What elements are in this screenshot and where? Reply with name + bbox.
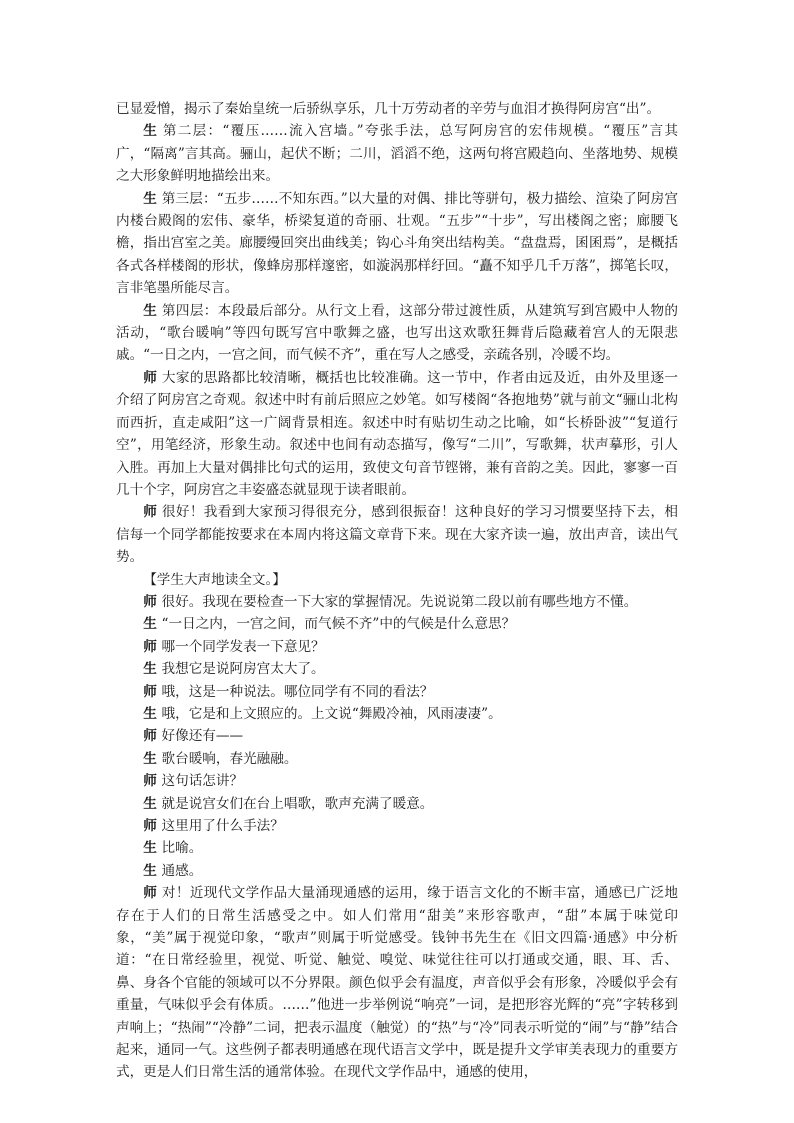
speaker-label: 生 [143,750,157,767]
paragraph-text: 哦，这是一种说法。哪位同学有不同的看法？ [161,683,434,700]
paragraph-text: 好像还有—— [161,728,244,745]
paragraph-text: 我想它是说阿房宫太大了。 [161,661,325,678]
paragraph-text: 这句话怎讲？ [161,773,244,790]
paragraph-0 [116,98,678,120]
speaker-label: 生 [143,616,157,633]
paragraph-text: 很好。我现在要检查一下大家的掌握情况。先说说第二段以前有哪些地方不懂。 [161,593,638,610]
paragraph-text: 第四层：本段最后部分。从行文上看，这部分带过渡性质，从建筑写到宫殿中人物的活动，“歌台暖响”等四句既写宫中歌舞之盛，也写出这欢歌狂舞背后隐藏着宫人的无限悲戚。“一日之内，一宫之间，而气候不齐”，重在写人之感受，亲疏各别，冷暖不均。 [116,302,679,364]
speaker-label: 生 [143,862,157,879]
speaker-label: 师 [143,773,157,790]
paragraph-1 [116,120,678,187]
speaker-label: 生 [143,190,157,207]
paragraph-text: 歌台暖响，春光融融。 [161,750,298,767]
paragraph-text: 第三层：“五步……不知东西。”以大量的对偶、排比等骈句，极力描绘、渲染了阿房宫内楼台殿阁的宏伟、豪华，桥梁复道的奇丽、壮观。“五步”“十步”，写出楼阁之密；廊腰飞檐，指出宫室之美。廊腰缦回突出曲线美；钩心斗角突出结构美。“盘盘焉，囷囷焉”，是概括各式各样楼阁的形状，像蜂房那样邃密，如漩涡那样纡回。“矗不知乎几千万落”，掷笔长叹，言非笔墨所能尽言。 [116,190,678,297]
paragraph-8 [116,613,678,635]
paragraph-text: 对！近现代文学作品大量涌现通感的运用，缘于语言文化的不断丰富，通感已广泛地存在于人们的日常生活感受之中。如人们常用“甜美”来形容歌声，“甜”本属于味觉印象，“美”属于视觉印象，“歌声”则属于听觉感受。钱钟书先生在《旧文四篇·通感》中分析道：“在日常经验里，视觉、听觉、触觉、嗅觉、味觉往往可以打通或交通，眼、耳、舌、鼻、身各个官能的领域可以不分界限。颜色似乎会有温度，声音似乎会有形象，冷暖似乎会有重量，气味似乎会有体质。……”他进一步举例说“响亮”一词，是把形容光辉的“亮”字转移到声响上；“热闹”“冷静”二词，把表示温度（触觉）的“热”与“冷”同表示听觉的“闹”与“静”结合起来，通同一气。这些例子都表明通感在现代语言文学中，既是提升文学审美表现力的重要方式，更是人们日常生活的通常体验。在现代文学作品中，通感的使用， [116,885,679,1081]
paragraph-14 [116,748,678,770]
speaker-label: 师 [143,638,157,655]
paragraph-text: 通感。 [161,862,203,879]
paragraph-9 [116,636,678,658]
paragraph-11 [116,681,678,703]
paragraph-17 [116,815,678,837]
speaker-label: 师 [143,369,158,386]
paragraph-3 [116,300,678,367]
paragraph-2 [116,188,678,300]
paragraph-5 [116,501,678,568]
speaker-label: 生 [143,795,157,812]
paragraph-text: 哦，它是和上文照应的。上文说“舞殿冷袖，风雨凄凄”。 [161,705,502,722]
paragraph-16 [116,793,678,815]
speaker-label: 师 [143,728,157,745]
document-page [116,98,678,1084]
paragraph-text: “一日之内，一宫之间，而气候不齐”中的气候是什么意思？ [161,616,516,633]
paragraph-18 [116,837,678,859]
paragraph-15 [116,770,678,792]
paragraph-text: 已显爱憎，揭示了秦始皇统一后骄纵享乐，几十万劳动者的辛劳与血泪才换得阿房宫“出”。 [116,101,661,117]
paragraph-20 [116,882,678,1084]
paragraph-text: 【学生大声地读全文。】 [143,571,286,588]
paragraph-12 [116,703,678,725]
speaker-label: 师 [143,885,158,902]
paragraph-text: 大家的思路都比较清晰，概括也比较准确。这一节中，作者由远及近，由外及里逐一介绍了阿房宫之奇观。叙述中时有前后照应之妙笔。如写楼阁“各抱地势”就与前文“骊山北构而西折，直走咸阳”这一广阔背景相连。叙述中时有贴切生动之比喻，如“长桥卧波”“复道行空”，用笔经济，形象生动。叙述中也间有动态描写，像写“二川”，写歌舞，状声摹形，引人入胜。再加上大量对偶排比句式的运用，致使文句音节铿锵，兼有音韵之美。因此，寥寥一百几十个字，阿房宫之丰姿盛态就显现于读者眼前。 [116,369,679,498]
speaker-label: 生 [143,661,157,678]
speaker-label: 生 [143,302,158,319]
paragraph-text: 很好！我看到大家预习得很充分，感到很振奋！这种良好的学习习惯要坚持下去，相信每一个同学都能按要求在本周内将这篇文章背下来。现在大家齐读一遍，放出声音，读出气势。 [116,504,679,566]
paragraph-13 [116,725,678,747]
paragraph-text: 比喻。 [161,840,203,857]
paragraph-text: 就是说宫女们在台上唱歌，歌声充满了暖意。 [161,795,434,812]
stage-direction [116,569,678,591]
paragraph-4 [116,367,678,501]
paragraph-text: 第二层：“覆压……流入宫墙。”夸张手法，总写阿房宫的宏伟规模。“覆压”言其广，“隔离”言其高。骊山，起伏不断；二川，滔滔不绝，这两句将宫殿趋向、坐落地势、规模之大形象鲜明地描绘出来。 [116,123,679,185]
speaker-label: 生 [143,705,157,722]
speaker-label: 生 [143,840,157,857]
speaker-label: 师 [143,818,157,834]
speaker-label: 师 [143,593,157,610]
paragraph-text: 哪一个同学发表一下意见？ [161,638,325,655]
paragraph-text: 这里用了什么手法？ [161,818,284,834]
paragraph-19 [116,860,678,882]
speaker-label: 师 [143,683,157,700]
paragraph-10 [116,658,678,680]
speaker-label: 师 [143,504,158,521]
paragraph-7 [116,591,678,613]
speaker-label: 生 [143,123,159,140]
